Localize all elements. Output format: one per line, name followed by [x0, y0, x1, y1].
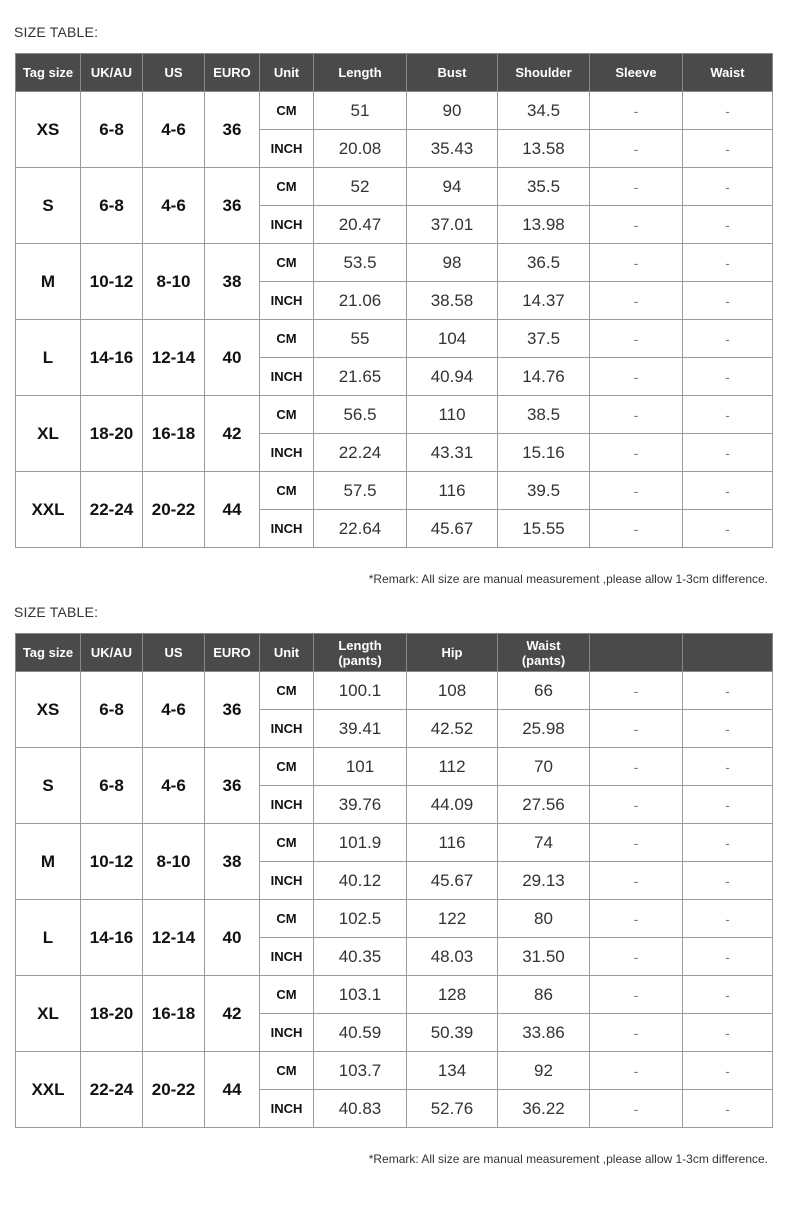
measurement-cell: 14.37 [498, 282, 590, 320]
unit-cell: CM [260, 92, 314, 130]
measurement-cell: - [590, 1014, 683, 1052]
unit-cell: CM [260, 168, 314, 206]
measurement-cell: 104 [407, 320, 498, 358]
column-header-line: Length [338, 637, 382, 653]
unit-cell: CM [260, 672, 314, 710]
uk-au-cell: 14-16 [81, 900, 143, 976]
column-header: Tag size [16, 54, 81, 92]
column-header-line: (pants) [521, 652, 566, 668]
tag-size-cell: XL [16, 976, 81, 1052]
euro-cell: 40 [205, 900, 260, 976]
measurement-cell: 39.41 [314, 710, 407, 748]
column-header: EURO [205, 634, 260, 672]
measurement-cell: - [590, 244, 683, 282]
measurement-cell: 40.12 [314, 862, 407, 900]
measurement-cell: - [590, 282, 683, 320]
unit-cell: INCH [260, 358, 314, 396]
measurement-cell: - [683, 358, 773, 396]
column-header: Unit [260, 634, 314, 672]
tag-size-cell: M [16, 824, 81, 900]
measurement-cell: - [683, 786, 773, 824]
table-row [16, 824, 773, 862]
measurement-cell: - [590, 824, 683, 862]
measurement-cell: 36.22 [498, 1090, 590, 1128]
euro-cell: 44 [205, 1052, 260, 1128]
column-header [314, 634, 407, 672]
size-table-title-2: SIZE TABLE: [14, 604, 99, 620]
measurement-cell: 100.1 [314, 672, 407, 710]
us-cell: 20-22 [143, 472, 205, 548]
unit-cell: INCH [260, 1014, 314, 1052]
measurement-cell: 122 [407, 900, 498, 938]
measurement-cell: - [590, 710, 683, 748]
measurement-cell: 101.9 [314, 824, 407, 862]
measurement-cell: - [683, 672, 773, 710]
measurement-cell: 51 [314, 92, 407, 130]
unit-cell: CM [260, 1052, 314, 1090]
measurement-cell: - [683, 244, 773, 282]
us-cell: 12-14 [143, 320, 205, 396]
measurement-cell: 128 [407, 976, 498, 1014]
unit-cell: CM [260, 472, 314, 510]
measurement-cell: 66 [498, 672, 590, 710]
us-cell: 20-22 [143, 1052, 205, 1128]
measurement-cell: 103.7 [314, 1052, 407, 1090]
measurement-cell: - [590, 434, 683, 472]
size-table-pants [15, 633, 773, 1128]
measurement-cell: 20.47 [314, 206, 407, 244]
column-header [683, 634, 773, 672]
unit-cell: INCH [260, 206, 314, 244]
measurement-cell: 38.58 [407, 282, 498, 320]
measurement-cell: - [683, 206, 773, 244]
measurement-cell: 36.5 [498, 244, 590, 282]
table-row [16, 320, 773, 358]
measurement-cell: 13.58 [498, 130, 590, 168]
measurement-cell: 45.67 [407, 510, 498, 548]
euro-cell: 38 [205, 824, 260, 900]
unit-cell: INCH [260, 786, 314, 824]
unit-cell: CM [260, 396, 314, 434]
column-header: US [143, 54, 205, 92]
measurement-cell: 42.52 [407, 710, 498, 748]
unit-cell: CM [260, 976, 314, 1014]
euro-cell: 36 [205, 92, 260, 168]
measurement-cell: 39.76 [314, 786, 407, 824]
measurement-cell: 13.98 [498, 206, 590, 244]
column-header: Sleeve [590, 54, 683, 92]
measurement-cell: - [590, 672, 683, 710]
measurement-cell: 25.98 [498, 710, 590, 748]
measurement-cell: - [590, 748, 683, 786]
tag-size-cell: XL [16, 396, 81, 472]
measurement-cell: 21.06 [314, 282, 407, 320]
measurement-cell: 55 [314, 320, 407, 358]
unit-cell: CM [260, 244, 314, 282]
measurement-cell: - [590, 1090, 683, 1128]
table-row [16, 168, 773, 206]
measurement-cell: - [683, 1052, 773, 1090]
column-header-line: Waist [526, 637, 561, 653]
measurement-cell: 35.5 [498, 168, 590, 206]
measurement-cell: 40.35 [314, 938, 407, 976]
measurement-cell: 44.09 [407, 786, 498, 824]
measurement-cell: 56.5 [314, 396, 407, 434]
euro-cell: 42 [205, 396, 260, 472]
measurement-cell: - [590, 92, 683, 130]
tag-size-cell: S [16, 748, 81, 824]
measurement-cell: - [683, 168, 773, 206]
uk-au-cell: 18-20 [81, 976, 143, 1052]
measurement-cell: - [683, 1014, 773, 1052]
measurement-cell: 20.08 [314, 130, 407, 168]
column-header [498, 634, 590, 672]
measurement-cell: - [590, 976, 683, 1014]
measurement-cell: - [590, 472, 683, 510]
measurement-cell: - [590, 168, 683, 206]
column-header: Length [314, 54, 407, 92]
measurement-cell: 98 [407, 244, 498, 282]
us-cell: 4-6 [143, 92, 205, 168]
uk-au-cell: 6-8 [81, 672, 143, 748]
column-header-line: (pants) [338, 652, 382, 668]
measurement-cell: - [683, 748, 773, 786]
measurement-cell: 74 [498, 824, 590, 862]
table-row [16, 472, 773, 510]
measurement-cell: 35.43 [407, 130, 498, 168]
column-header: Shoulder [498, 54, 590, 92]
measurement-cell: 53.5 [314, 244, 407, 282]
uk-au-cell: 10-12 [81, 824, 143, 900]
measurement-cell: - [683, 938, 773, 976]
tag-size-cell: S [16, 168, 81, 244]
measurement-cell: 43.31 [407, 434, 498, 472]
measurement-cell: - [590, 900, 683, 938]
remark-2: *Remark: All size are manual measurement ,please allow 1-3cm difference. [368, 1152, 768, 1166]
us-cell: 12-14 [143, 900, 205, 976]
measurement-cell: 134 [407, 1052, 498, 1090]
measurement-cell: 70 [498, 748, 590, 786]
measurement-cell: 102.5 [314, 900, 407, 938]
unit-cell: INCH [260, 938, 314, 976]
table-row [16, 396, 773, 434]
tag-size-cell: L [16, 320, 81, 396]
table-row [16, 1052, 773, 1090]
measurement-cell: 40.59 [314, 1014, 407, 1052]
measurement-cell: - [590, 510, 683, 548]
us-cell: 16-18 [143, 976, 205, 1052]
tag-size-cell: XS [16, 672, 81, 748]
measurement-cell: - [683, 472, 773, 510]
euro-cell: 36 [205, 672, 260, 748]
measurement-cell: 39.5 [498, 472, 590, 510]
measurement-cell: - [683, 862, 773, 900]
measurement-cell: - [683, 900, 773, 938]
us-cell: 16-18 [143, 396, 205, 472]
uk-au-cell: 22-24 [81, 472, 143, 548]
measurement-cell: - [590, 862, 683, 900]
measurement-cell: 116 [407, 824, 498, 862]
measurement-cell: - [590, 396, 683, 434]
unit-cell: CM [260, 320, 314, 358]
measurement-cell: - [683, 282, 773, 320]
euro-cell: 36 [205, 168, 260, 244]
measurement-cell: 37.5 [498, 320, 590, 358]
measurement-cell: - [683, 92, 773, 130]
measurement-cell: 52 [314, 168, 407, 206]
measurement-cell: 31.50 [498, 938, 590, 976]
column-header: UK/AU [81, 54, 143, 92]
measurement-cell: 33.86 [498, 1014, 590, 1052]
measurement-cell: - [590, 358, 683, 396]
tag-size-cell: XXL [16, 1052, 81, 1128]
measurement-cell: 86 [498, 976, 590, 1014]
unit-cell: INCH [260, 130, 314, 168]
euro-cell: 38 [205, 244, 260, 320]
measurement-cell: 40.83 [314, 1090, 407, 1128]
measurement-cell: 48.03 [407, 938, 498, 976]
unit-cell: INCH [260, 434, 314, 472]
measurement-cell: - [590, 320, 683, 358]
euro-cell: 40 [205, 320, 260, 396]
uk-au-cell: 10-12 [81, 244, 143, 320]
measurement-cell: 22.64 [314, 510, 407, 548]
measurement-cell: 29.13 [498, 862, 590, 900]
table-row [16, 672, 773, 710]
measurement-cell: - [683, 976, 773, 1014]
column-header: Tag size [16, 634, 81, 672]
size-table-tops [15, 53, 773, 548]
unit-cell: CM [260, 748, 314, 786]
measurement-cell: 110 [407, 396, 498, 434]
unit-cell: INCH [260, 282, 314, 320]
us-cell: 8-10 [143, 244, 205, 320]
measurement-cell: 112 [407, 748, 498, 786]
measurement-cell: 101 [314, 748, 407, 786]
table-row [16, 92, 773, 130]
measurement-cell: - [683, 710, 773, 748]
tag-size-cell: XXL [16, 472, 81, 548]
us-cell: 4-6 [143, 672, 205, 748]
measurement-cell: 108 [407, 672, 498, 710]
tag-size-cell: L [16, 900, 81, 976]
measurement-cell: 57.5 [314, 472, 407, 510]
measurement-cell: 27.56 [498, 786, 590, 824]
measurement-cell: 15.55 [498, 510, 590, 548]
uk-au-cell: 6-8 [81, 168, 143, 244]
column-header [590, 634, 683, 672]
column-header: Bust [407, 54, 498, 92]
table-row [16, 976, 773, 1014]
measurement-cell: 21.65 [314, 358, 407, 396]
column-header: EURO [205, 54, 260, 92]
measurement-cell: 40.94 [407, 358, 498, 396]
euro-cell: 44 [205, 472, 260, 548]
measurement-cell: - [683, 824, 773, 862]
measurement-cell: 52.76 [407, 1090, 498, 1128]
column-header: Unit [260, 54, 314, 92]
measurement-cell: 14.76 [498, 358, 590, 396]
measurement-cell: 50.39 [407, 1014, 498, 1052]
euro-cell: 42 [205, 976, 260, 1052]
measurement-cell: - [683, 1090, 773, 1128]
measurement-cell: 15.16 [498, 434, 590, 472]
remark-1: *Remark: All size are manual measurement ,please allow 1-3cm difference. [368, 572, 768, 586]
unit-cell: INCH [260, 1090, 314, 1128]
measurement-cell: 34.5 [498, 92, 590, 130]
column-header: UK/AU [81, 634, 143, 672]
column-header: Hip [407, 634, 498, 672]
tag-size-cell: XS [16, 92, 81, 168]
uk-au-cell: 6-8 [81, 748, 143, 824]
measurement-cell: - [590, 938, 683, 976]
uk-au-cell: 22-24 [81, 1052, 143, 1128]
measurement-cell: - [683, 434, 773, 472]
unit-cell: INCH [260, 862, 314, 900]
measurement-cell: - [683, 130, 773, 168]
measurement-cell: 92 [498, 1052, 590, 1090]
column-header: Waist [683, 54, 773, 92]
measurement-cell: 80 [498, 900, 590, 938]
measurement-cell: 116 [407, 472, 498, 510]
measurement-cell: 94 [407, 168, 498, 206]
measurement-cell: - [590, 130, 683, 168]
uk-au-cell: 6-8 [81, 92, 143, 168]
size-table-title-1: SIZE TABLE: [14, 24, 99, 40]
measurement-cell: 45.67 [407, 862, 498, 900]
us-cell: 4-6 [143, 168, 205, 244]
unit-cell: INCH [260, 710, 314, 748]
tag-size-cell: M [16, 244, 81, 320]
measurement-cell: - [590, 206, 683, 244]
measurement-cell: - [590, 1052, 683, 1090]
measurement-cell: - [683, 510, 773, 548]
measurement-cell: - [590, 786, 683, 824]
measurement-cell: 38.5 [498, 396, 590, 434]
measurement-cell: - [683, 396, 773, 434]
uk-au-cell: 14-16 [81, 320, 143, 396]
table-row [16, 748, 773, 786]
table-row [16, 244, 773, 282]
measurement-cell: 22.24 [314, 434, 407, 472]
column-header: US [143, 634, 205, 672]
uk-au-cell: 18-20 [81, 396, 143, 472]
unit-cell: CM [260, 824, 314, 862]
measurement-cell: 37.01 [407, 206, 498, 244]
measurement-cell: - [683, 320, 773, 358]
measurement-cell: 90 [407, 92, 498, 130]
euro-cell: 36 [205, 748, 260, 824]
table-row [16, 900, 773, 938]
us-cell: 4-6 [143, 748, 205, 824]
unit-cell: CM [260, 900, 314, 938]
unit-cell: INCH [260, 510, 314, 548]
us-cell: 8-10 [143, 824, 205, 900]
measurement-cell: 103.1 [314, 976, 407, 1014]
